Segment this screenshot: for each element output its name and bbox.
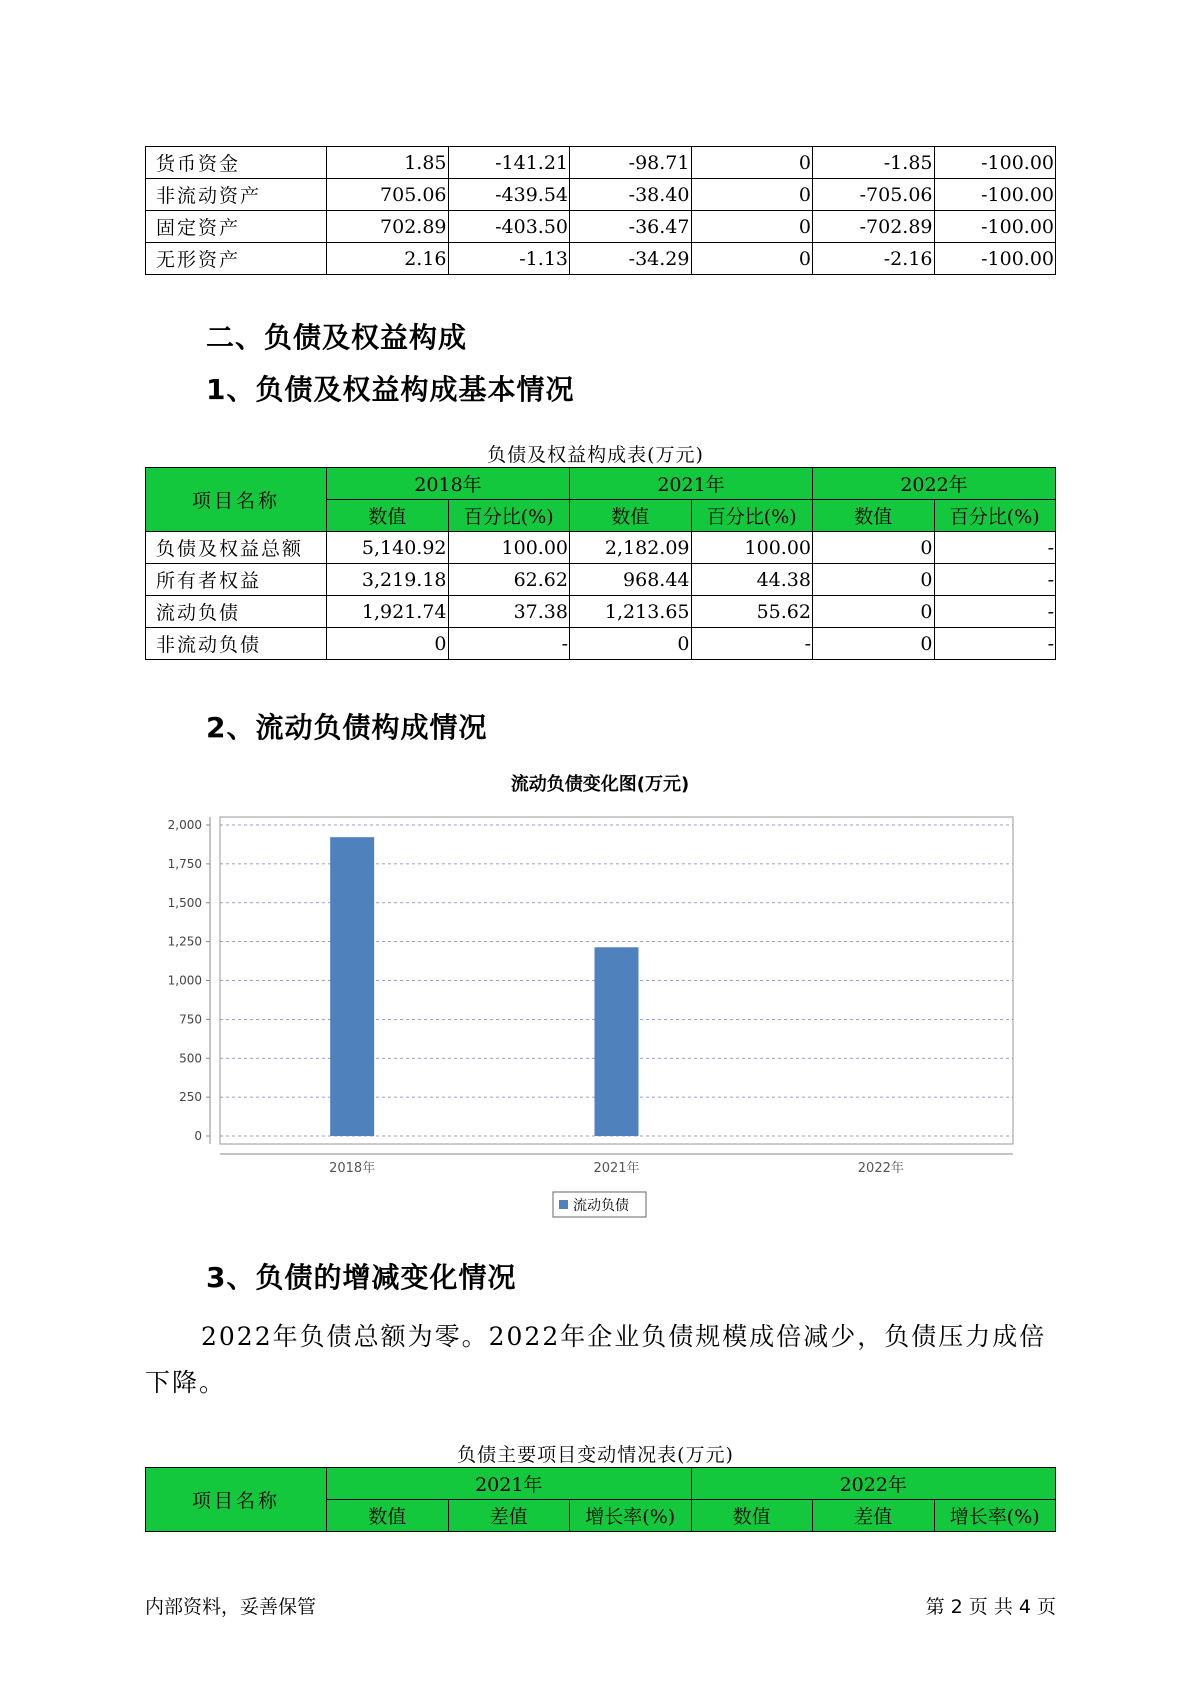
x-tick-label: 2018年 bbox=[329, 1161, 376, 1176]
cell-value: - bbox=[934, 564, 1056, 596]
row-name: 负债及权益总额 bbox=[146, 532, 327, 564]
y-tick-label: 1,500 bbox=[167, 895, 202, 910]
row-name: 流动负债 bbox=[146, 596, 327, 628]
cell-value: 702.89 bbox=[327, 211, 449, 243]
y-tick-label: 1,000 bbox=[167, 973, 202, 988]
bar bbox=[595, 947, 639, 1136]
cell-value: 3,219.18 bbox=[327, 564, 449, 596]
cell-value: -100.00 bbox=[934, 147, 1056, 179]
footer-left: 内部资料，妥善保管 bbox=[145, 1596, 317, 1618]
sub2-title: 2、流动负债构成情况 bbox=[206, 711, 488, 744]
cell-value: 968.44 bbox=[570, 564, 692, 596]
cell-value: 1,921.74 bbox=[327, 596, 449, 628]
sub3-title: 3、负债的增减变化情况 bbox=[206, 1261, 517, 1294]
row-name: 所有者权益 bbox=[146, 564, 327, 596]
cell-value: - bbox=[448, 628, 570, 660]
section2-title: 二、负债及权益构成 bbox=[206, 321, 468, 354]
row-name: 固定资产 bbox=[146, 211, 327, 243]
cell-value: 0 bbox=[691, 147, 813, 179]
table-row bbox=[146, 532, 1056, 564]
cell-value: 100.00 bbox=[691, 532, 813, 564]
cell-value: -1.85 bbox=[813, 147, 935, 179]
table-row bbox=[146, 179, 1056, 211]
cell-value: - bbox=[934, 532, 1056, 564]
cell-value: -34.29 bbox=[570, 243, 692, 275]
table-row bbox=[146, 564, 1056, 596]
footer-right: 第 2 页 共 4 页 bbox=[925, 1596, 1056, 1618]
cell-value: -38.40 bbox=[570, 179, 692, 211]
x-tick-label: 2022年 bbox=[857, 1161, 904, 1176]
row-name: 无形资产 bbox=[146, 243, 327, 275]
cell-value: -98.71 bbox=[570, 147, 692, 179]
cell-value: 0 bbox=[691, 211, 813, 243]
bar bbox=[330, 837, 374, 1136]
cell-value: -705.06 bbox=[813, 179, 935, 211]
year-header: 2021年 bbox=[570, 468, 813, 500]
sub1-title: 1、负债及权益构成基本情况 bbox=[206, 373, 575, 406]
year-header: 2018年 bbox=[327, 468, 570, 500]
cell-value: 2.16 bbox=[327, 243, 449, 275]
item-header: 项目名称 bbox=[146, 1468, 327, 1532]
cell-value: -141.21 bbox=[448, 147, 570, 179]
liab-table-caption: 负债及权益构成表(万元) bbox=[487, 444, 704, 466]
diff-header: 差值 bbox=[448, 1500, 570, 1532]
legend-label: 流动负债 bbox=[573, 1198, 629, 1214]
row-name: 货币资金 bbox=[146, 147, 327, 179]
cell-value: -439.54 bbox=[448, 179, 570, 211]
cell-value: 0 bbox=[813, 628, 935, 660]
y-tick-label: 0 bbox=[194, 1129, 202, 1143]
year-header: 2022年 bbox=[813, 468, 1056, 500]
value-header: 数值 bbox=[691, 1500, 813, 1532]
cell-value: -2.16 bbox=[813, 243, 935, 275]
cell-value: -100.00 bbox=[934, 243, 1056, 275]
pct-header: 百分比(%) bbox=[934, 500, 1056, 532]
value-header: 数值 bbox=[570, 500, 692, 532]
table-row bbox=[146, 596, 1056, 628]
value-header: 数值 bbox=[327, 500, 449, 532]
table-row bbox=[146, 628, 1056, 660]
y-tick-label: 2,000 bbox=[167, 818, 202, 832]
pct-header: 百分比(%) bbox=[448, 500, 570, 532]
cell-value: 44.38 bbox=[691, 564, 813, 596]
cell-value: 1,213.65 bbox=[570, 596, 692, 628]
table-row bbox=[146, 211, 1056, 243]
asset-table bbox=[145, 146, 1056, 275]
year-header: 2021年 bbox=[327, 1468, 692, 1500]
cell-value: - bbox=[934, 596, 1056, 628]
cell-value: - bbox=[934, 628, 1056, 660]
liab-table bbox=[145, 467, 1056, 660]
cell-value: -1.13 bbox=[448, 243, 570, 275]
cell-value: 5,140.92 bbox=[327, 532, 449, 564]
chart-title: 流动负债变化图(万元) bbox=[510, 774, 690, 795]
change-table-caption: 负债主要项目变动情况表(万元) bbox=[457, 1444, 734, 1466]
item-header: 项目名称 bbox=[146, 468, 327, 532]
cell-value: 100.00 bbox=[448, 532, 570, 564]
cell-value: 0 bbox=[327, 628, 449, 660]
cell-value: 1.85 bbox=[327, 147, 449, 179]
cell-value: -403.50 bbox=[448, 211, 570, 243]
cell-value: 0 bbox=[813, 596, 935, 628]
cell-value: - bbox=[691, 628, 813, 660]
cell-value: 62.62 bbox=[448, 564, 570, 596]
cell-value: -100.00 bbox=[934, 179, 1056, 211]
row-name: 非流动负债 bbox=[146, 628, 327, 660]
year-header: 2022年 bbox=[691, 1468, 1056, 1500]
value-header: 数值 bbox=[813, 500, 935, 532]
value-header: 数值 bbox=[327, 1500, 449, 1532]
paragraph: 2022年负债总额为零。2022年企业负债规模成倍减少，负债压力成倍下降。 bbox=[145, 1322, 1047, 1397]
change-table bbox=[145, 1467, 1056, 1532]
cell-value: -100.00 bbox=[934, 211, 1056, 243]
rate-header: 增长率(%) bbox=[570, 1500, 692, 1532]
cell-value: -36.47 bbox=[570, 211, 692, 243]
cell-value: 0 bbox=[570, 628, 692, 660]
table-row bbox=[146, 147, 1056, 179]
legend bbox=[553, 1192, 646, 1217]
cell-value: 0 bbox=[691, 243, 813, 275]
cell-value: 0 bbox=[813, 532, 935, 564]
y-tick-label: 1,750 bbox=[167, 856, 202, 871]
y-tick-label: 500 bbox=[179, 1051, 202, 1066]
cell-value: 55.62 bbox=[691, 596, 813, 628]
row-name: 非流动资产 bbox=[146, 179, 327, 211]
diff-header: 差值 bbox=[813, 1500, 935, 1532]
x-tick-label: 2021年 bbox=[593, 1161, 640, 1176]
cell-value: 37.38 bbox=[448, 596, 570, 628]
y-tick-label: 250 bbox=[179, 1090, 202, 1105]
rate-header: 增长率(%) bbox=[934, 1500, 1056, 1532]
table-row bbox=[146, 243, 1056, 275]
y-tick-label: 1,250 bbox=[167, 934, 202, 949]
cell-value: 705.06 bbox=[327, 179, 449, 211]
legend-swatch bbox=[559, 1200, 568, 1209]
cell-value: 0 bbox=[813, 564, 935, 596]
pct-header: 百分比(%) bbox=[691, 500, 813, 532]
cell-value: -702.89 bbox=[813, 211, 935, 243]
cell-value: 0 bbox=[691, 179, 813, 211]
current-liability-chart bbox=[150, 770, 1030, 1230]
cell-value: 2,182.09 bbox=[570, 532, 692, 564]
y-tick-label: 750 bbox=[179, 1012, 202, 1027]
